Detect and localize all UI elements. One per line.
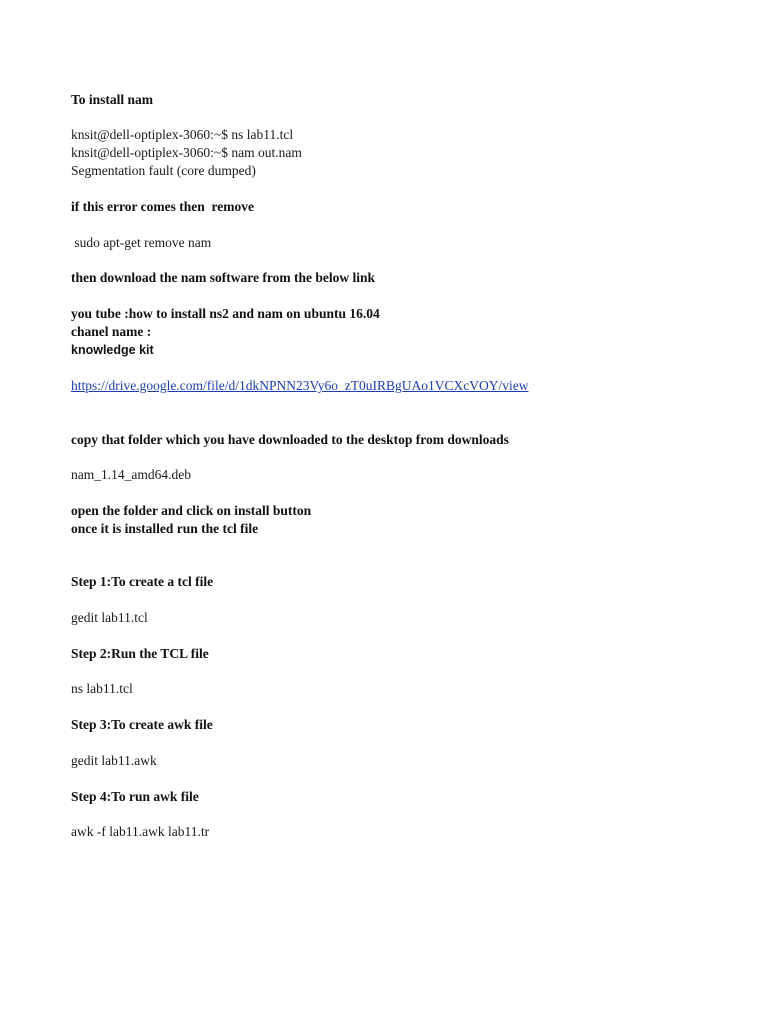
open-folder-note: open the folder and click on install button bbox=[71, 503, 312, 518]
command-ns-run: knsit@dell-optiplex-3060:~$ ns lab11.tcl bbox=[71, 127, 294, 142]
step-4-title: Step 4:To run awk file bbox=[71, 789, 199, 804]
copy-note: copy that folder which you have downloaded to the desktop from downloads bbox=[71, 432, 509, 447]
segfault-message: Segmentation fault (core dumped) bbox=[71, 163, 256, 178]
youtube-note: you tube :how to install ns2 and nam on ubuntu 16.04 bbox=[71, 306, 380, 321]
channel-name: knowledge kit bbox=[71, 343, 154, 357]
step-2-command: ns lab11.tcl bbox=[71, 681, 133, 696]
step-1-command: gedit lab11.tcl bbox=[71, 610, 148, 625]
step-3-command: gedit lab11.awk bbox=[71, 753, 157, 768]
step-3-title: Step 3:To create awk file bbox=[71, 717, 213, 732]
step-2-title: Step 2:Run the TCL file bbox=[71, 646, 209, 661]
command-nam-run: knsit@dell-optiplex-3060:~$ nam out.nam bbox=[71, 145, 302, 160]
channel-label: chanel name : bbox=[71, 324, 152, 339]
step-4-command: awk -f lab11.awk lab11.tr bbox=[71, 824, 210, 839]
installed-note: once it is installed run the tcl file bbox=[71, 521, 259, 536]
remove-command: sudo apt-get remove nam bbox=[71, 235, 212, 250]
step-1-title: Step 1:To create a tcl file bbox=[71, 574, 214, 589]
heading-install-nam: To install nam bbox=[71, 92, 154, 107]
deb-filename: nam_1.14_amd64.deb bbox=[71, 467, 191, 482]
download-note: then download the nam software from the below link bbox=[71, 270, 376, 285]
error-note: if this error comes then remove bbox=[71, 199, 254, 214]
drive-download-link[interactable]: https://drive.google.com/file/d/1dkNPNN23Vy6o_zT0uIRBgUAo1VCXcVOY/view bbox=[71, 378, 529, 393]
